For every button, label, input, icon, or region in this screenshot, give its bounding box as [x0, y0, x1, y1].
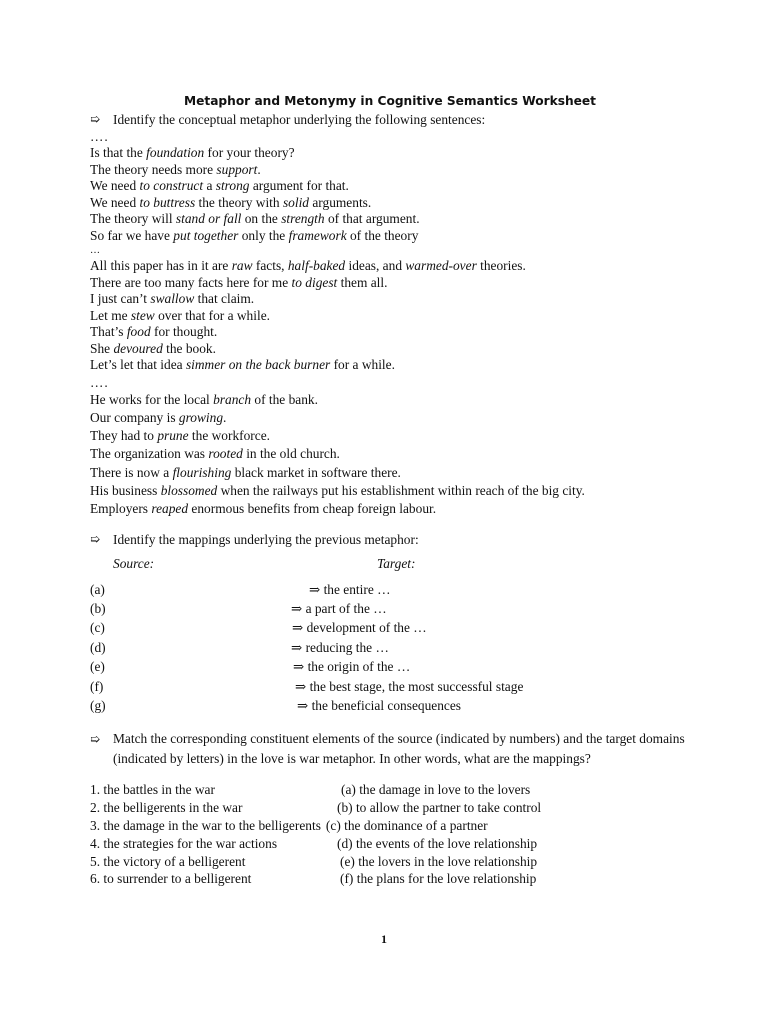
source-element: 6. to surrender to a belligerent [90, 871, 252, 887]
target-element: (c) the dominance of a partner [325, 817, 488, 833]
mapping-target: ⇒ the best stage, the most successful stage [295, 678, 524, 694]
example-sentence [90, 145, 690, 162]
match-row [90, 853, 690, 871]
sentence-text: His business [90, 482, 161, 498]
match-row [90, 817, 690, 835]
example-sentence [90, 211, 690, 228]
mapping-list [90, 580, 690, 716]
metaphor-expression: to buttress [139, 194, 196, 210]
example-sentence [90, 324, 690, 341]
mapping-target: ⇒ the origin of the … [293, 659, 411, 675]
mapping-target: ⇒ reducing the … [291, 639, 389, 655]
worksheet-page [90, 92, 690, 888]
metaphor-expression: flourishing [172, 464, 232, 480]
example-sentence [90, 500, 690, 518]
example-sentence [90, 427, 690, 445]
mapping-target: ⇒ a part of the … [291, 600, 387, 616]
metaphor-expression: food [126, 324, 151, 339]
example-sentence [90, 357, 690, 374]
source-element: 4. the strategies for the war actions [90, 835, 278, 851]
metaphor-expression: simmer on the back burner [185, 357, 331, 372]
metaphor-expression: strong [215, 178, 250, 193]
arrow-bullet-icon: ➯ [90, 531, 101, 546]
example-sentence [90, 258, 690, 275]
sentence-text: That’s [90, 324, 127, 339]
arrow-bullet-icon: ➯ [90, 732, 101, 747]
target-element: (b) to allow the partner to take control [337, 800, 542, 816]
metaphor-expression: branch [213, 391, 252, 407]
sentence-group-plant [90, 391, 690, 519]
source-element: 5. the victory of a belligerent [90, 853, 246, 869]
sentence-text: for thought. [150, 324, 218, 339]
sentence-text: We need [90, 194, 140, 210]
mapping-label: (e) [90, 659, 105, 675]
sentence-text: . [257, 161, 261, 177]
target-label: Target: [377, 555, 416, 571]
sentence-text: on the [241, 211, 282, 226]
example-sentence [90, 341, 690, 358]
mapping-label: (f) [90, 678, 104, 694]
mapping-label: (a) [90, 581, 105, 597]
sentence-text: We need [90, 178, 140, 193]
question-2 [90, 531, 690, 548]
sentence-text: ideas, and [345, 258, 406, 273]
example-sentence [90, 228, 690, 245]
arrow-bullet-icon: ➯ [90, 112, 101, 126]
sentence-text: only the [238, 227, 289, 243]
mapping-label: (d) [90, 639, 106, 655]
match-row [90, 870, 690, 888]
worksheet-title: Metaphor and Metonymy in Cognitive Semantics Worksheet [183, 94, 597, 108]
metaphor-expression: reaped [151, 501, 189, 517]
metaphor-expression: put together [173, 227, 239, 243]
sentence-text: I just can’t [90, 291, 151, 306]
mapping-row [90, 696, 690, 715]
sentence-text: The theory needs more [90, 161, 217, 177]
mapping-target: ⇒ the beneficial consequences [297, 697, 462, 713]
metaphor-expression: raw [231, 258, 253, 273]
target-element: (d) the events of the love relationship [337, 835, 538, 851]
sentence-text: Let’s let that idea [90, 357, 186, 372]
sentence-text: There is now a [90, 464, 173, 480]
sentence-text: enormous benefits from cheap foreign labour. [188, 501, 437, 517]
question-3-text: Match the corresponding constituent elements of the source (indicated by numbers) and the target domains (indicated by letters) in the love is war metaphor. In other words, what are the mappings? [113, 731, 685, 767]
mapping-label: (b) [90, 600, 106, 616]
example-sentence [90, 409, 690, 427]
sentence-text: facts, [252, 258, 288, 273]
mapping-label: (c) [90, 620, 105, 636]
question-2-text: Identify the mappings underlying the previous metaphor: [113, 531, 419, 547]
sentence-text: She [90, 340, 114, 356]
matching-list [90, 781, 690, 888]
metaphor-expression: rooted [208, 446, 243, 462]
sentence-text: them all. [337, 274, 388, 290]
mapping-row [90, 599, 690, 618]
sentence-text: the book. [162, 340, 216, 356]
sentence-text: Employers [90, 501, 152, 517]
match-row [90, 781, 690, 799]
question-1 [90, 111, 690, 128]
example-sentence [90, 178, 690, 195]
target-element: (a) the damage in love to the lovers [341, 782, 531, 798]
separator-1: …. [90, 129, 109, 144]
sentence-text: the workforce. [188, 428, 270, 444]
metaphor-expression: foundation [146, 145, 205, 160]
mapping-target: ⇒ development of the … [292, 620, 427, 636]
mapping-row [90, 677, 690, 696]
sentence-text: a [203, 178, 216, 193]
example-sentence [90, 195, 690, 212]
sentence-text: of that argument. [324, 211, 420, 226]
example-sentence [90, 308, 690, 325]
sentence-text: He works for the local [90, 391, 214, 407]
example-sentence [90, 391, 690, 409]
metaphor-expression: support [216, 161, 258, 177]
example-sentence [90, 162, 690, 179]
example-sentence [90, 464, 690, 482]
example-sentence [90, 275, 690, 292]
metaphor-expression: stew [130, 307, 155, 323]
sentence-text: There are too many facts here for me [90, 274, 292, 290]
metaphor-expression: framework [288, 227, 347, 243]
sentence-text: Our company is [90, 409, 179, 425]
mapping-target: ⇒ the entire … [309, 581, 391, 597]
source-target-header [90, 554, 690, 576]
source-element: 2. the belligerents in the war [90, 800, 243, 816]
question-3 [90, 729, 690, 769]
example-sentence [90, 291, 690, 308]
sentence-text: theories. [476, 258, 526, 273]
metaphor-expression: half-baked [287, 258, 346, 273]
sentence-text: that claim. [194, 291, 255, 306]
sentence-text: All this paper has in it are [90, 258, 232, 273]
sentence-text: over that for a while. [154, 307, 270, 323]
match-row [90, 835, 690, 853]
metaphor-expression: growing [178, 409, 224, 425]
mapping-row [90, 618, 690, 637]
example-sentence [90, 482, 690, 500]
sentence-group-building [90, 145, 690, 244]
sentence-text: in the old church. [242, 446, 340, 462]
metaphor-expression: blossomed [160, 482, 218, 498]
source-label: Source: [113, 555, 155, 571]
metaphor-expression: prune [157, 428, 189, 444]
metaphor-expression: solid [282, 194, 309, 210]
mapping-row [90, 638, 690, 657]
mapping-label: (g) [90, 697, 106, 713]
sentence-text: Let me [90, 307, 131, 323]
sentence-text: They had to [90, 428, 158, 444]
sentence-text: when the railways put his establishment within reach of the big city. [217, 482, 585, 498]
example-sentence [90, 445, 690, 463]
target-element: (e) the lovers in the love relationship [340, 853, 538, 869]
match-row [90, 799, 690, 817]
metaphor-expression: to construct [139, 178, 204, 193]
metaphor-expression: strength [281, 211, 325, 226]
metaphor-expression: devoured [113, 340, 163, 356]
sentence-text: of the bank. [251, 391, 318, 407]
source-element: 1. the battles in the war [90, 782, 215, 798]
separator-2: … [90, 245, 100, 256]
question-1-text: Identify the conceptual metaphor underlying the following sentences: [113, 112, 486, 127]
metaphor-expression: to digest [291, 274, 338, 290]
separator-3: …. [90, 374, 109, 390]
target-element: (f) the plans for the love relationship [340, 871, 537, 887]
sentence-text: The theory will [90, 211, 176, 226]
source-element: 3. the damage in the war to the belligerents [90, 817, 321, 833]
mapping-row [90, 657, 690, 676]
sentence-text: So far we have [90, 227, 174, 243]
sentence-text: black market in software there. [231, 464, 401, 480]
page-number: 1 [381, 932, 387, 946]
sentence-text: for a while. [330, 357, 395, 372]
sentence-text: the theory with [195, 194, 283, 210]
sentence-text: for your theory? [204, 145, 295, 160]
sentence-text: Is that the [90, 145, 147, 160]
metaphor-expression: stand or fall [175, 211, 242, 226]
sentence-text: . [223, 409, 227, 425]
sentence-text: arguments. [308, 194, 372, 210]
metaphor-expression: swallow [150, 291, 195, 306]
sentence-text: of the theory [346, 227, 419, 243]
metaphor-expression: warmed-over [405, 258, 477, 273]
sentence-text: argument for that. [249, 178, 349, 193]
mapping-row [90, 580, 690, 599]
sentence-text: The organization was [90, 446, 209, 462]
sentence-group-food [90, 258, 690, 374]
